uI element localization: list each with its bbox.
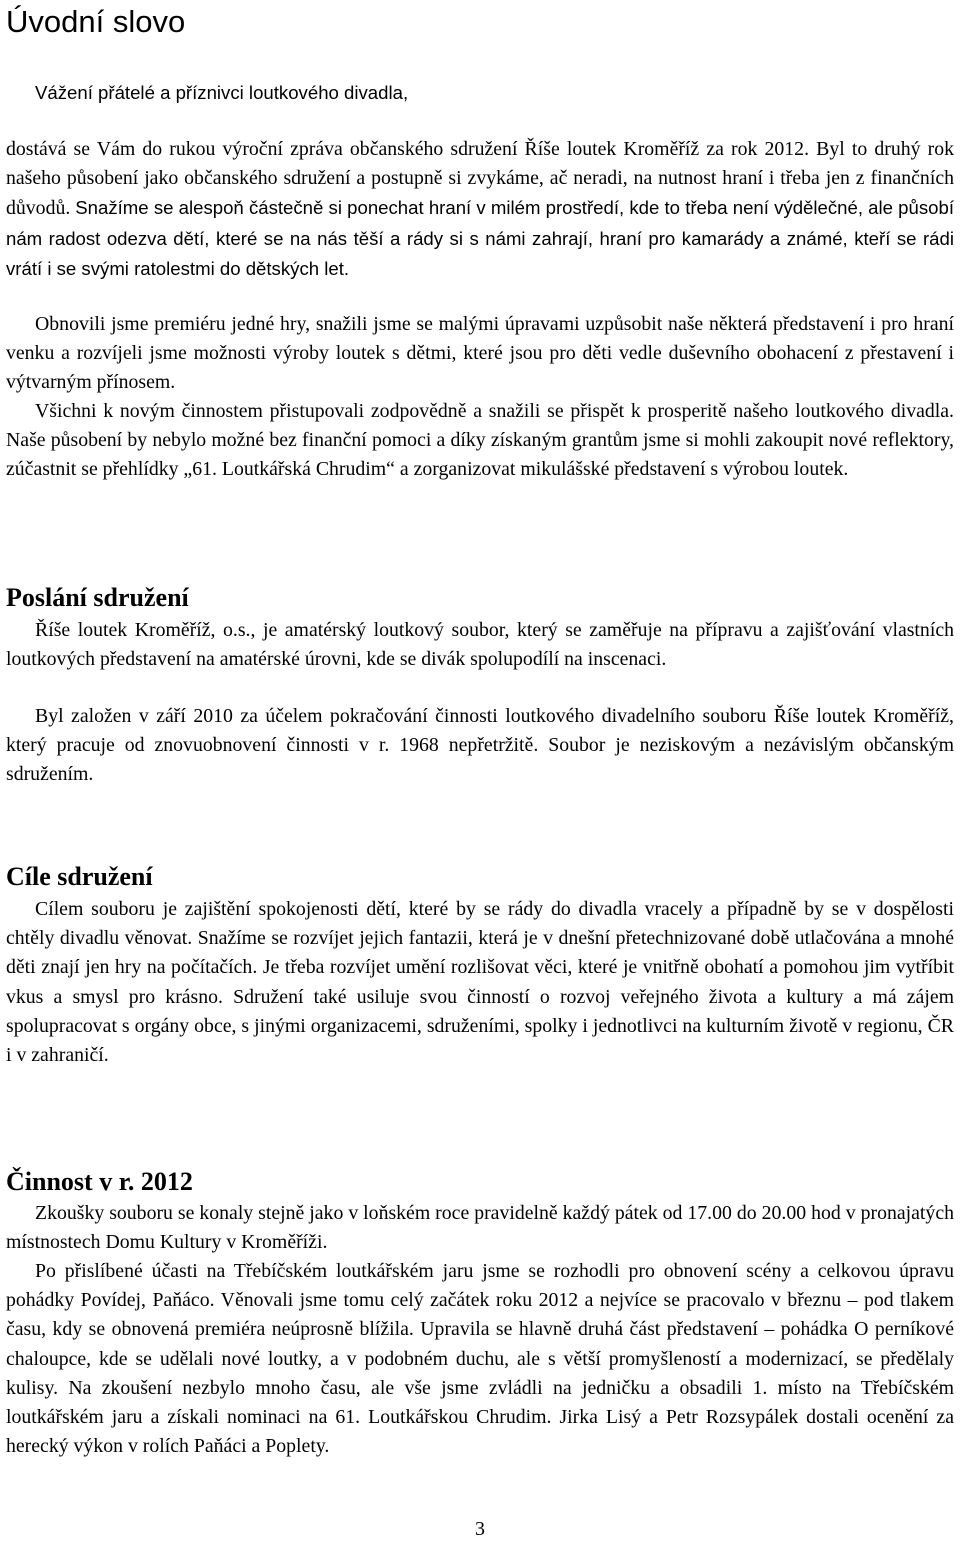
intro-paragraph-1-sans: Snažíme se alespoň částečně si ponechat hraní v milém prostředí, kde to třeba není výdělečné, ale působí nám radost odezva dětí, které se na nás těší a rády si s námi zahrají, hraní pro kamarády a známé, kteří se rádi vrátí i se svými ratolestmi do dětských let. — [6, 197, 955, 279]
mission-paragraph-1: Říše loutek Kroměříž, o.s., je amatérský loutkový soubor, který se zaměřuje na přípravu a zajišťování vlastních loutkových představení na amatérské úrovni, kde se divák spolupodílí na inscenaci. — [6, 619, 954, 671]
intro-paragraph-1 — [6, 135, 954, 284]
goals-paragraph-1: Cílem souboru je zajištění spokojenosti dětí, které by se rády do divadla vracely a případně by se v dospělosti chtěly divadlu věnovat. Snažíme se rozvíjet jejich fantazii, která je v dnešní přetechnizované době utlačována a mnohé děti znají jen hry na počítačích. Je třeba rozvíjet umění rozlišovat věci, které je vnitřně obohatí a pomohou jim vytříbit vkus a smysl pro krásno. Sdružení také usiluje svou činností o rozvoj veřejného života a kultury a má zájem spolupracovat s orgány obce, s jinými organizacemi, sdruženími, spolky i jednotlivci na kulturním životě v regionu, ČR i v zahraničí. — [6, 898, 954, 1067]
intro-paragraph-1-serif: dostává se Vám do rukou výroční zpráva občanského sdružení Říše loutek Kroměříž za rok 2012. Byl to druhý rok našeho působení jako občanského sdružení a postupně si zvykáme, ač neradi, na nutnost hraní i třeba jen z finančních důvodů. — [6, 138, 954, 220]
goals-heading: Cíle sdružení — [6, 862, 153, 891]
intro-paragraph-2: Obnovili jsme premiéru jedné hry, snažili jsme se malými úpravami uzpůsobit naše některá představení i pro hraní venku a rozvíjeli jsme možnosti výroby loutek s dětmi, které jsou pro děti vedle duševního obohacení z přestavení i výtvarným přínosem. — [6, 313, 954, 394]
mission-paragraph-2: Byl založen v září 2010 za účelem pokračování činnosti loutkového divadelního souboru Říše loutek Kroměříž, který pracuje od znovuobnovení činnosti v r. 1968 nepřetržitě. Soubor je neziskovým a nezávislým občanským sdružením. — [6, 705, 954, 786]
activity-paragraph-2: Po přislíbené účasti na Třebíčském loutkářském jaru jsme se rozhodli pro obnovení scény a celkovou úpravu pohádky Povídej, Paňáco. Věnovali jsme tomu celý začátek roku 2012 a nejvíce se pracovalo v březnu – pod tlakem času, kdy se obnovená premiéra neúprosně blížila. Upravila se hlavně druhá část představení – pohádka O perníkové chaloupce, kde se udělali nové loutky, a v podobném duchu, ale s větší promyšleností a modernizací, se předělaly kulisy. Na zkoušení nezbylo mnoho času, ale vše jsme zvládli na jedničku a obsadili 1. místo na Třebíčském loutkářském jaru a získali nominaci na 61. Loutkářskou Chrudim. Jirka Lisý a Petr Rozsypálek dostali ocenění za herecký výkon v rolích Paňáci a Poplety. — [6, 1260, 954, 1458]
activity-heading: Činnost v r. 2012 — [6, 1167, 193, 1196]
page-number: 3 — [475, 1518, 485, 1540]
intro-greeting: Vážení přátelé a příznivci loutkového divadla, — [35, 82, 409, 103]
intro-heading: Úvodní slovo — [6, 4, 186, 39]
intro-paragraph-3: Všichni k novým činnostem přistupovali zodpovědně a snažili se přispět k prosperitě našeho loutkového divadla. Naše působení by nebylo možné bez finanční pomoci a díky získaným grantům jsme si mohli zakoupit nové reflektory, zúčastnit se přehlídky „61. Loutkářská Chrudim“ a zorganizovat mikulášské představení s výrobou loutek. — [6, 400, 954, 481]
activity-paragraph-1: Zkoušky souboru se konaly stejně jako v loňském roce pravidelně každý pátek od 17.00 do 20.00 hod v pronajatých místnostech Domu Kultury v Kroměříži. — [6, 1202, 954, 1254]
mission-heading: Poslání sdružení — [6, 583, 189, 612]
